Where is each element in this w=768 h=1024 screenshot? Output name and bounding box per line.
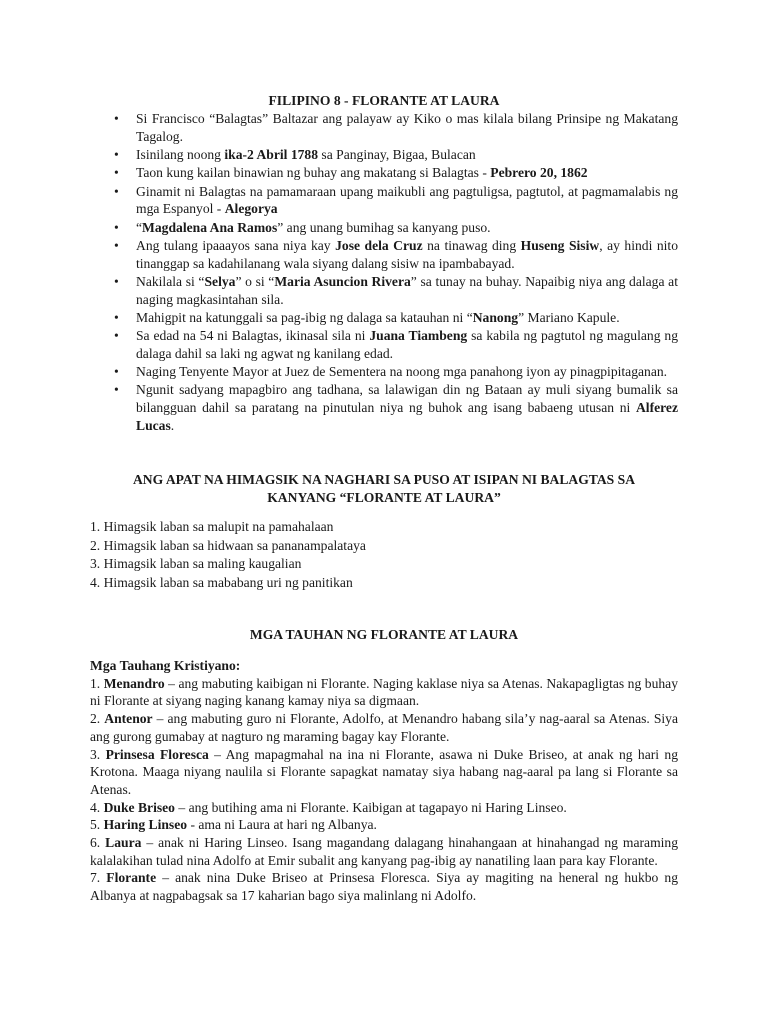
character-item (90, 816, 678, 834)
text-run: Taon kung kailan binawian ng buhay ang makatang si Balagtas - (136, 165, 491, 181)
text-run: – anak ni Haring Linseo. Isang magandang dalagang hinahangaan at hinahangad ng maraming kalalakihan tulad nina Adolfo at Emir subalit ang kanyang pag-ibig ay nanatiling laan para kay Florante. (90, 835, 679, 868)
bold-text: Pebrero 20, 1862 (490, 165, 588, 181)
text-run: – ang mabuting kaibigan ni Florante. Naging kaklase niya sa Atenas. Nakapagligtas ng buhay ni Florante at siyang naging kanang kamay niya sa digmaan. (90, 675, 678, 709)
bold-text: Selya (204, 273, 236, 289)
bold-text: Prinsesa Floresca (105, 746, 209, 762)
bold-text: Huseng Sisiw (520, 237, 600, 253)
list-item: 3. Himagsik laban sa maling kaugalian (90, 556, 302, 572)
text-run: 4. (90, 799, 104, 815)
himagsik-heading-line2: KANYANG “FLORANTE AT LAURA” (267, 489, 501, 505)
bold-text: Laura (105, 835, 142, 851)
text-run: 7. (90, 870, 107, 886)
text-run: ” ang unang bumihag sa kanyang puso. (277, 219, 491, 235)
text-run: , ay hindi nito tinanggap sa kadahilanang wala siyang dalang sisiw na ipambabayad. (136, 237, 678, 271)
bold-text: Nanong (472, 309, 519, 325)
text-run: Sa edad na 54 ni Balagtas, ikinasal sila ni (136, 328, 370, 344)
bold-text: ika-2 Abril 1788 (224, 147, 319, 162)
text-run: 1. (90, 675, 104, 691)
text-run: 6. (90, 835, 106, 851)
list-item (112, 273, 678, 308)
bold-text: Menandro (103, 675, 165, 691)
text-run: ” sa tunay na buhay. Napaibig niya ang dalaga at naging magkasintahan sila. (136, 273, 678, 307)
text-run: ” o si “ (235, 273, 275, 289)
text-run: – anak nina Duke Briseo at Prinsesa Floresca. Siya ay magiting na heneral ng hukbo ng Albanya at nagpabagsak sa 17 kaharian bago siya malinlang ni Adolfo. (90, 870, 679, 904)
text-run: – Ang mapagmahal na ina ni Florante, asawa ni Duke Briseo, at anak ng hari ng Krotona. Maaga niyang naulila si Florante sapagkat namatay siya habang nag-aaral pa lang si Florante sa Atenas. (90, 746, 679, 797)
tauhan-heading: MGA TAUHAN NG FLORANTE AT LAURA (249, 627, 519, 642)
text-run: Naging Tenyente Mayor at Juez de Sementera na noong mga panahong iyon ay pinagpipitaganan. (136, 364, 668, 380)
bold-text: Juana Tiambeng (369, 328, 468, 344)
text-run: Ginamit ni Balagtas na pamamaraan upang maikubli ang pagtuligsa, pagtutol, at pagmamalabis ng mga Espanyol - (136, 183, 678, 217)
himagsik-heading-line1: ANG APAT NA HIMAGSIK NA NAGHARI SA PUSO AT ISIPAN NI BALAGTAS SA (132, 472, 636, 487)
character-item (90, 869, 678, 904)
characters-list (90, 657, 678, 905)
text-run: Ngunit sadyang mapagbiro ang tadhana, sa lalawigan din ng Bataan ay muli siyang bumalik sa bilangguan dahil sa paratang na pinutulan niya ng buhok ang isang babaeng utusan ni (136, 382, 678, 416)
list-item (112, 110, 678, 145)
list-item (112, 164, 678, 182)
bold-text: Alegorya (224, 201, 278, 217)
bold-text: Magdalena Ana Ramos (142, 219, 278, 235)
bold-text: Alferez Lucas (136, 400, 678, 433)
character-item (90, 834, 678, 869)
list-item: 1. Himagsik laban sa malupit na pamahalaan (90, 519, 334, 534)
text-run: Isinilang noong (136, 147, 225, 162)
characters-subheading: Mga Tauhang Kristiyano: (90, 658, 241, 673)
text-run: sa Panginay, Bigaa, Bulacan (318, 147, 476, 162)
text-run: 5. (90, 817, 104, 833)
text-run: “ (136, 219, 143, 235)
character-item (90, 746, 678, 799)
list-item: 4. Himagsik laban sa mababang uri ng panitikan (90, 575, 353, 591)
list-item (112, 327, 678, 362)
biography-bullet-list (112, 110, 678, 435)
bold-text: Antenor (104, 711, 153, 727)
character-item (90, 675, 678, 710)
character-item (90, 799, 678, 817)
text-run: . (170, 417, 175, 433)
text-run: sa kabila ng pagtutol ng magulang ng dalaga dahil sa laki ng agwat ng kanilang edad. (136, 328, 678, 361)
himagsik-heading (90, 471, 678, 506)
text-run: Si Francisco “Balagtas” Baltazar ang palayaw ay Kiko o mas kilala bilang Prinsipe ng Makatang Tagalog. (136, 111, 678, 144)
list-item (112, 183, 678, 218)
character-item (90, 710, 678, 745)
text-run: Ang tulang ipaaayos sana niya kay (136, 237, 336, 253)
bold-text: Maria Asuncion Rivera (274, 273, 411, 289)
list-item (112, 381, 678, 434)
list-item (112, 219, 678, 237)
text-run: – ang mabuting guro ni Florante, Adolfo, at Menandro habang sila’y nag-aaral sa Atenas. Siya ang gurong gumabay at nagturo ng maraming bagay kay Florante. (90, 711, 678, 744)
text-run: 3. (90, 746, 106, 762)
text-run: Nakilala si “ (136, 273, 205, 289)
text-run: Mahigpit na katunggali sa pag-ibig ng dalaga sa katauhan ni “ (136, 309, 473, 325)
bold-text: Duke Briseo (103, 799, 175, 815)
text-run: ” Mariano Kapule. (518, 309, 620, 325)
text-run: – ang butihing ama ni Florante. Kaibigan at tagapayo ni Haring Linseo. (174, 799, 567, 815)
list-item: 2. Himagsik laban sa hidwaan sa pananampalataya (90, 537, 366, 553)
list-item (112, 363, 678, 381)
text-run: na tinawag ding (422, 237, 521, 253)
bold-text: Haring Linseo (103, 817, 188, 833)
himagsik-list (90, 518, 678, 593)
bold-text: Jose dela Cruz (335, 237, 423, 253)
bold-text: Florante (106, 870, 157, 886)
document-title: FILIPINO 8 - FLORANTE AT LAURA (268, 93, 500, 108)
text-run: 2. (90, 711, 105, 727)
list-item (112, 309, 678, 327)
text-run: - ama ni Laura at hari ng Albanya. (187, 817, 377, 833)
list-item (112, 146, 678, 164)
list-item (112, 237, 678, 272)
